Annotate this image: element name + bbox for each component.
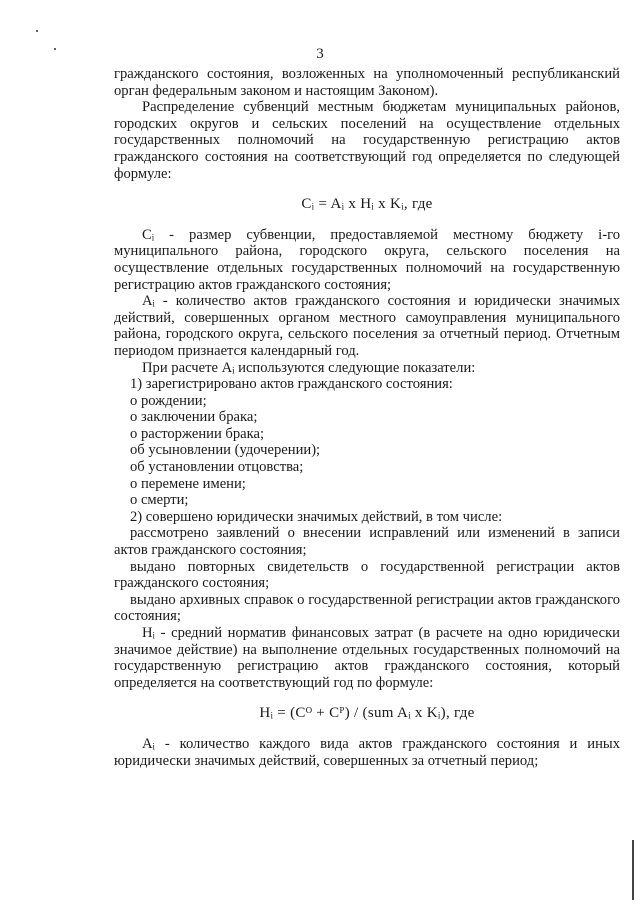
list-item: о рождении; <box>130 392 207 409</box>
list-title: 1) зарегистрировано актов гражданского состояния: <box>130 376 453 393</box>
list-item: выдано архивных справок о государственной регистрации актов гражданского состояния; <box>114 591 620 625</box>
scan-edge-line <box>632 840 634 900</box>
scan-speck <box>36 30 38 32</box>
paragraph: Hᵢ - средний норматив финансовых затрат (в расчете на одно юридически значимое действие) на выполнение отдельных государственных полномочий на государственную регистрацию актов гражданского состояния, который определяется на соответствующий год по формуле: <box>114 625 620 691</box>
paragraph: гражданского состояния, возложенных на уполномоченный республиканский орган федеральным законом и настоящим Законом). <box>114 66 620 99</box>
list-item: о перемене имени; <box>130 475 246 492</box>
formula: Cᵢ = Aᵢ x Hᵢ x Kᵢ, где <box>301 196 433 213</box>
list-item: о расторжении брака; <box>130 425 265 442</box>
paragraph: При расчете Aᵢ используются следующие показатели: <box>142 359 476 376</box>
list-item: рассмотрено заявлений о внесении исправлений или изменений в записи актов гражданского состояния; <box>114 525 620 559</box>
list-item: об установлении отцовства; <box>130 459 304 476</box>
list-item: об усыновлении (удочерении); <box>130 442 321 459</box>
paragraph: Cᵢ - размер субвенции, предоставляемой местному бюджету i-го муниципального района, городского округа, сельского поселения на осуществление отдельных государственных полномочий на государственную регистрацию актов гражданского состояния; <box>114 226 620 293</box>
page-number: 3 <box>316 46 324 62</box>
list-title: 2) совершено юридически значимых действий, в том числе: <box>130 508 503 525</box>
paragraph: Aᵢ - количество каждого вида актов гражданского состояния и иных юридически значимых действий, совершенных за отчетный период; <box>114 735 620 769</box>
list-item: о смерти; <box>130 492 189 509</box>
list-item: выдано повторных свидетельств о государственной регистрации актов гражданского состояния; <box>114 558 620 592</box>
formula: Hᵢ = (Cᴼ + Cᴾ) / (sum Aᵢ x Kᵢ), где <box>259 705 475 722</box>
list-item: о заключении брака; <box>130 409 258 426</box>
paragraph: Aᵢ - количество актов гражданского состояния и юридически значимых действий, совершенных органом местного самоуправления муниципального района, городского округа, сельского поселения за отчетный период. Отчетным периодом признается календарный год. <box>114 293 620 359</box>
document-body <box>114 66 620 769</box>
paragraph: Распределение субвенций местным бюджетам муниципальных районов, городских округов и сельских поселений на осуществление отдельных государственных полномочий на государственную регистрацию актов гражданского состояния на соответствующий год определяется по следующей формуле: <box>114 99 620 182</box>
